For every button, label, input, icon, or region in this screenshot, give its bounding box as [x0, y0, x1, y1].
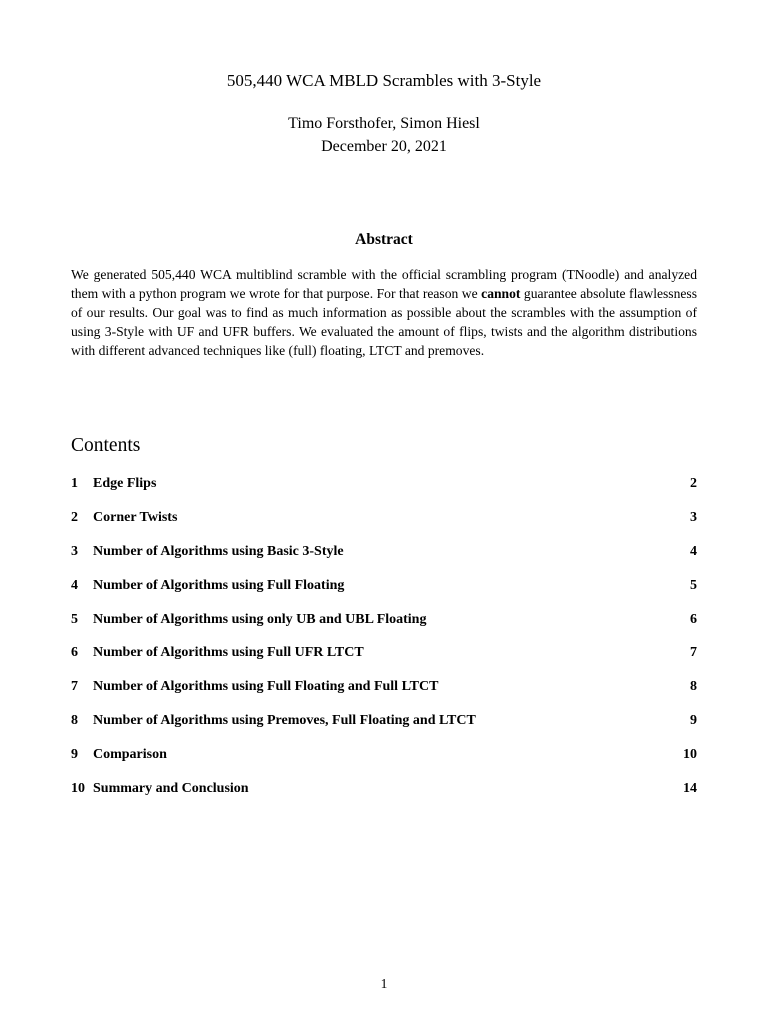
toc-entry-title: Corner Twists	[93, 509, 178, 525]
toc-entry-title: Number of Algorithms using Premoves, Full Floating and LTCT	[93, 713, 476, 729]
table-of-contents	[71, 475, 697, 814]
contents-heading: Contents	[71, 435, 141, 456]
paper-authors: Timo Forsthofer, Simon Hiesl	[288, 115, 480, 132]
toc-entry-title: Number of Algorithms using Basic 3-Style	[93, 543, 344, 559]
abstract-emphasis: cannot	[481, 286, 521, 301]
toc-entry-title: Comparison	[93, 747, 167, 763]
toc-entry-page: 9	[690, 713, 697, 729]
toc-entry-page: 10	[683, 747, 697, 763]
toc-entry[interactable]	[71, 577, 697, 611]
toc-entry-title: Number of Algorithms using Full Floating and Full LTCT	[93, 679, 439, 695]
toc-entry[interactable]	[71, 712, 697, 746]
toc-entry-page: 5	[690, 577, 697, 593]
toc-entry-page: 3	[690, 509, 697, 525]
toc-entry-number: 2	[71, 509, 78, 525]
toc-entry-number: 5	[71, 611, 78, 627]
toc-entry-page: 14	[683, 781, 697, 797]
abstract-text-part1: We generated 505,440 WCA multiblind scramble with the official scrambling program (TNoodle) and analyzed them with a python program we wrote for that purpose. For that reason we	[71, 267, 697, 301]
toc-entry[interactable]	[71, 780, 697, 814]
toc-entry-page: 8	[690, 679, 697, 695]
toc-entry-number: 1	[71, 476, 78, 491]
toc-entry[interactable]	[71, 475, 697, 509]
abstract-heading: Abstract	[355, 231, 413, 248]
toc-entry-title: Summary and Conclusion	[93, 781, 249, 797]
paper-title: 505,440 WCA MBLD Scrambles with 3-Style	[226, 71, 542, 90]
page-number: 1	[380, 976, 388, 991]
toc-entry-number: 6	[71, 645, 78, 661]
toc-entry-number: 10	[71, 781, 85, 797]
toc-entry-page: 6	[690, 611, 697, 627]
toc-entry-number: 8	[71, 713, 78, 729]
toc-entry[interactable]	[71, 543, 697, 577]
toc-entry[interactable]	[71, 678, 697, 712]
toc-entry-title: Number of Algorithms using Full Floating	[93, 577, 345, 593]
toc-entry-number: 3	[71, 543, 78, 559]
toc-entry-page: 4	[690, 543, 697, 559]
toc-entry-number: 7	[71, 679, 78, 695]
abstract-body	[71, 265, 697, 360]
toc-entry-title: Edge Flips	[93, 476, 157, 491]
paper-date: December 20, 2021	[321, 138, 447, 155]
toc-entry-title: Number of Algorithms using only UB and UBL Floating	[93, 611, 427, 627]
toc-entry-title: Number of Algorithms using Full UFR LTCT	[93, 645, 364, 661]
toc-entry-page: 7	[690, 645, 697, 661]
toc-entry-number: 4	[71, 577, 78, 593]
toc-entry-number: 9	[71, 747, 78, 763]
toc-entry[interactable]	[71, 509, 697, 543]
toc-entry[interactable]	[71, 644, 697, 678]
abstract-text-part2: guarantee absolute flawlessness of our results. Our goal was to find as much information as possible about the scrambles with the assumption of using 3-Style with UF and UFR buffers. We evaluated the amount of flips, twists and the algorithm distributions with different advanced techniques like (full) floating, LTCT and premoves.	[71, 286, 697, 358]
toc-entry[interactable]	[71, 746, 697, 780]
toc-entry[interactable]	[71, 611, 697, 645]
toc-entry-page: 2	[690, 476, 697, 491]
